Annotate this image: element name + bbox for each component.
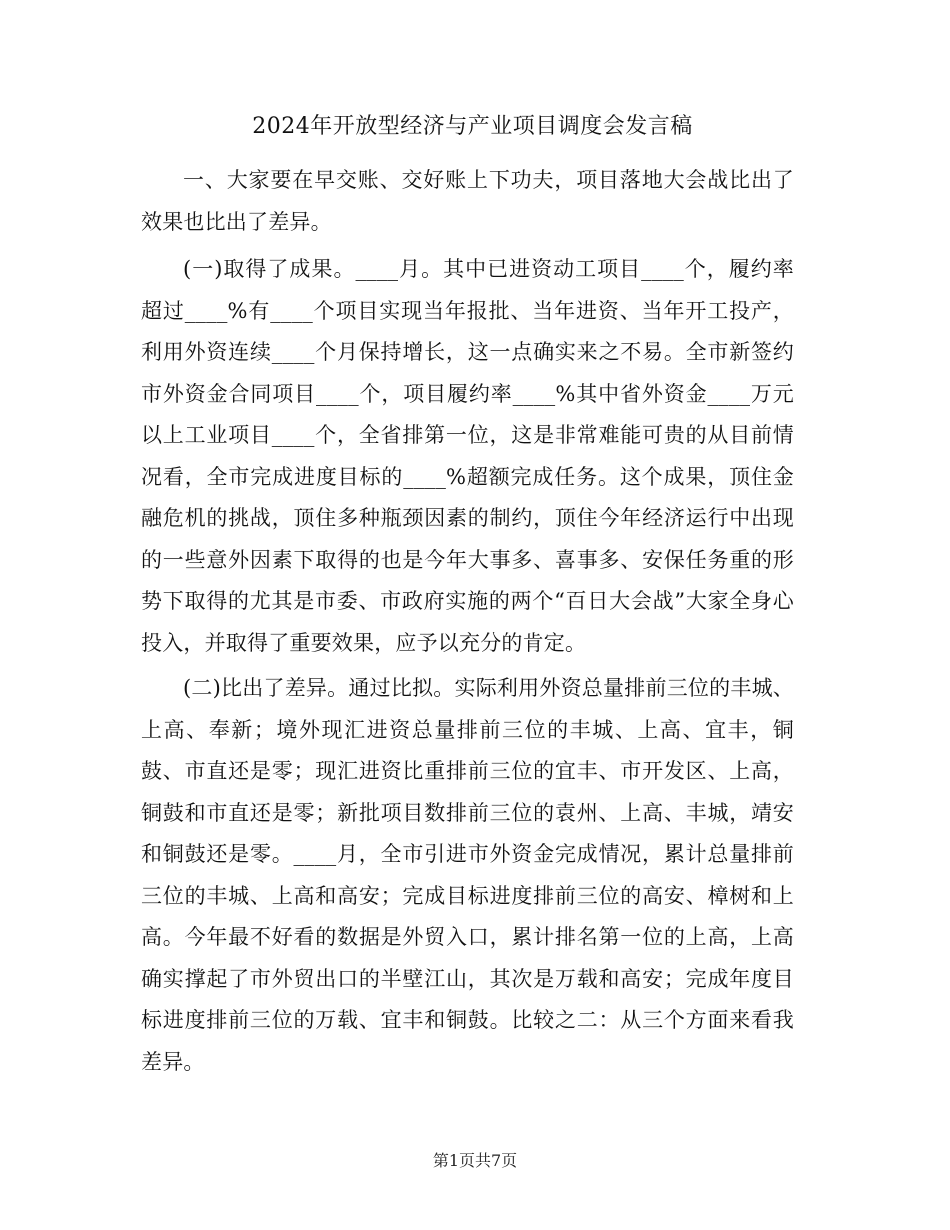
document-title: 2024年开放型经济与产业项目调度会发言稿: [252, 114, 693, 139]
paragraph-achievements: (一)取得了成果。____月。其中已进资动工项目____个，履约率超过____%有____个项目实现当年报批、当年进资、当年开工投产，利用外资连续____个月保持增长，这一点确实来之不易。全市新签约市外资金合同项目____个，项目履约率____%其中省外资金____万元以上工业项目____个，全省排第一位，这是非常难能可贵的从目前情况看，全市完成进度目标的____%超额完成任务。这个成果，顶住金融危机的挑战，顶住多种瓶颈因素的制约，顶住今年经济运行中出现的一些意外因素下取得的也是今年大事多、喜事多、安保任务重的形势下取得的尤其是市委、市政府实施的两个“百日大会战”大家全身心投入，并取得了重要效果，应予以充分的肯定。: [141, 257, 794, 655]
paragraph-section-1: 一、大家要在早交账、交好账上下功夫，项目落地大会战比出了效果也比出了差异。: [141, 168, 794, 234]
paragraph-differences: (二)比出了差异。通过比拟。实际利用外资总量排前三位的丰城、上高、奉新；境外现汇进资总量排前三位的丰城、上高、宜丰，铜鼓、市直还是零；现汇进资比重排前三位的宜丰、市开发区、上高，铜鼓和市直还是零；新批项目数排前三位的袁州、上高、丰城，靖安和铜鼓还是零。____月，全市引进市外资金完成情况，累计总量排前三位的丰城、上高和高安；完成目标进度排前三位的高安、樟树和上高。今年最不好看的数据是外贸入口，累计排名第一位的上高，上高确实撑起了市外贸出口的半壁江山，其次是万载和高安；完成年度目标进度排前三位的万载、宜丰和铜鼓。比较之二：从三个方面来看我差异。: [141, 676, 794, 1074]
page-number: 第1页共7页: [432, 1151, 518, 1170]
